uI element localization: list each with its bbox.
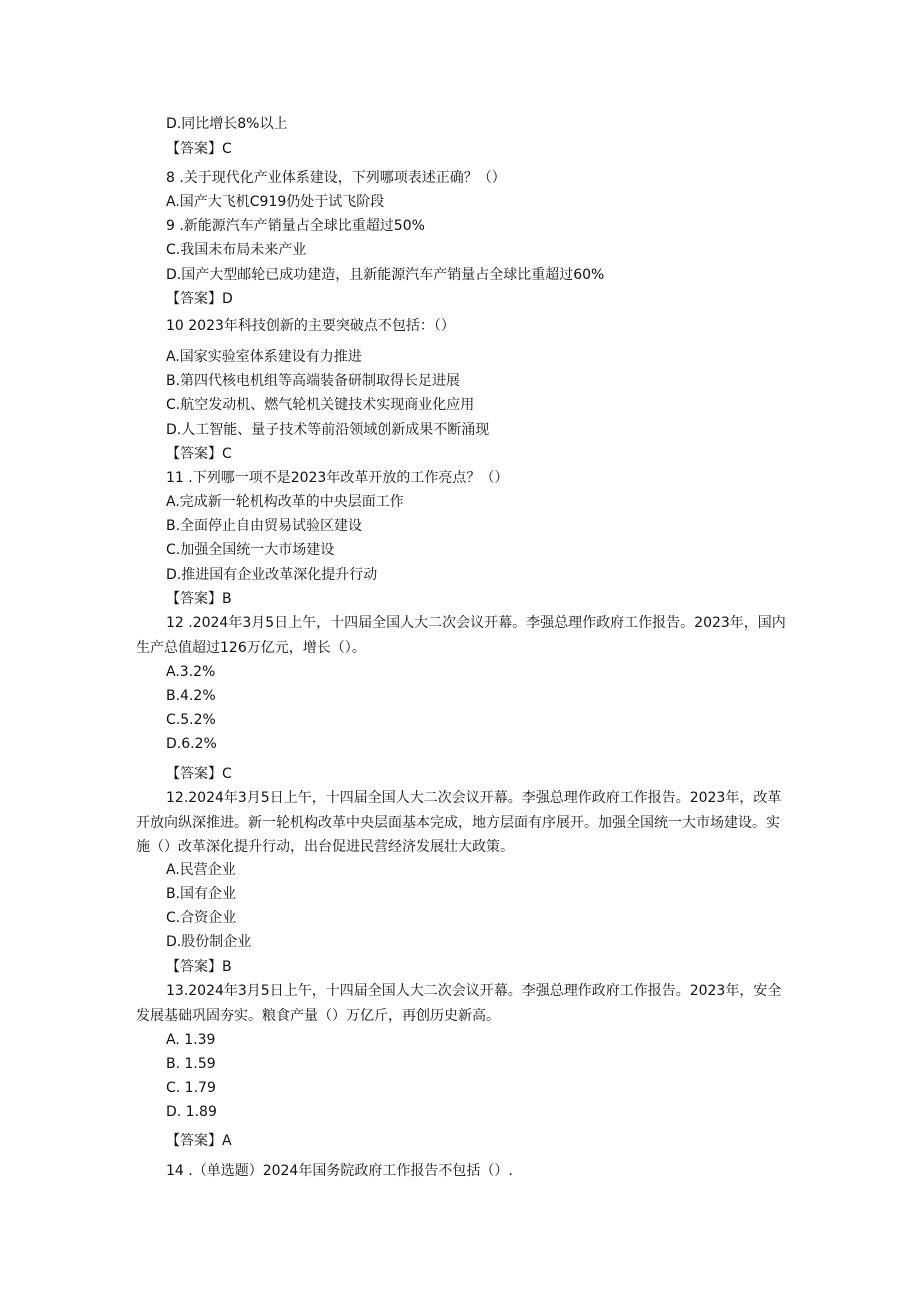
option-c-q10: C.航空发动机、燃气轮机关键技术实现商业化应用 [166, 397, 475, 413]
option-b-q10: B.第四代核电机组等高端装备研制取得长足进展 [166, 373, 461, 389]
option-c-q12b: C.合资企业 [166, 910, 237, 926]
question-12a [136, 611, 786, 660]
option-c-q11: C.加强全国统一大市场建设 [166, 542, 335, 558]
question-11: 11 .下列哪一项不是2023年改革开放的工作亮点？（） [166, 470, 509, 486]
answer-q12a: 【答案】C [166, 766, 232, 782]
option-c-q8: C.我国未布局未来产业 [166, 242, 307, 258]
option-b-q12b: B.国有企业 [166, 886, 237, 902]
option-a-q12b: A.民营企业 [166, 862, 236, 878]
answer-q11: 【答案】B [166, 591, 232, 607]
answer-q8: 【答案】D [166, 291, 233, 307]
answer-q7: 【答案】C [166, 141, 232, 157]
option-a-q13: A. 1.39 [166, 1032, 216, 1048]
option-d-q10: D.人工智能、量子技术等前沿领域创新成果不断涌现 [166, 422, 490, 438]
option-a-q11: A.完成新一轮机构改革的中央层面工作 [166, 494, 404, 510]
option-a-q10: A.国家实验室体系建设有力推进 [166, 349, 362, 365]
option-b-q8: 9 .新能源汽车产销量占全球比重超过50% [166, 218, 425, 234]
option-d-q8: D.国产大型邮轮已成功建造，且新能源汽车产销量占全球比重超过60% [166, 267, 605, 283]
question-8: 8 .关于现代化产业体系建设，下列哪项表述正确？（） [166, 170, 506, 186]
question-12b-text: 12.2024年3月5日上午，十四届全国人大二次会议开幕。李强总理作政府工作报告。2023年，改革开放向纵深推进。新一轮机构改革中央层面基本完成，地方层面有序展开。加强全国统一大市场建设。实施（）改革深化提升行动，出台促进民营经济发展壮大政策。 [136, 790, 782, 855]
question-10: 10 2023年科技创新的主要突破点不包括：（） [166, 318, 455, 334]
option-a-q8: A.国产大飞机C919仍处于试飞阶段 [166, 194, 385, 210]
answer-q12b: 【答案】B [166, 959, 232, 975]
question-12b [136, 786, 786, 860]
answer-q13: 【答案】A [166, 1133, 232, 1149]
option-b-q13: B. 1.59 [166, 1056, 216, 1072]
option-a-q12a: A.3.2% [166, 664, 216, 680]
question-14: 14 .（单选题）2024年国务院政府工作报告不包括（）. [166, 1163, 513, 1179]
option-b-q11: B.全面停止自由贸易试验区建设 [166, 518, 363, 534]
option-d-q12b: D.股份制企业 [166, 934, 252, 950]
option-c-q12a: C.5.2% [166, 712, 216, 728]
question-12a-text: 12 .2024年3月5日上午，十四届全国人大二次会议开幕。李强总理作政府工作报告。2023年，国内生产总值超过126万亿元，增长（）。 [136, 615, 786, 656]
option-c-q13: C. 1.79 [166, 1080, 216, 1096]
question-13 [136, 979, 786, 1028]
option-d-q12a: D.6.2% [166, 736, 217, 752]
option-d-q7: D.同比增长8%以上 [166, 116, 288, 132]
option-d-q11: D.推进国有企业改革深化提升行动 [166, 567, 378, 583]
answer-q10: 【答案】C [166, 446, 232, 462]
option-b-q12a: B.4.2% [166, 688, 216, 704]
option-d-q13: D. 1.89 [166, 1104, 217, 1120]
question-13-text: 13.2024年3月5日上午，十四届全国人大二次会议开幕。李强总理作政府工作报告。2023年，安全发展基础巩固夯实。粮食产量（）万亿斤，再创历史新高。 [136, 983, 782, 1024]
